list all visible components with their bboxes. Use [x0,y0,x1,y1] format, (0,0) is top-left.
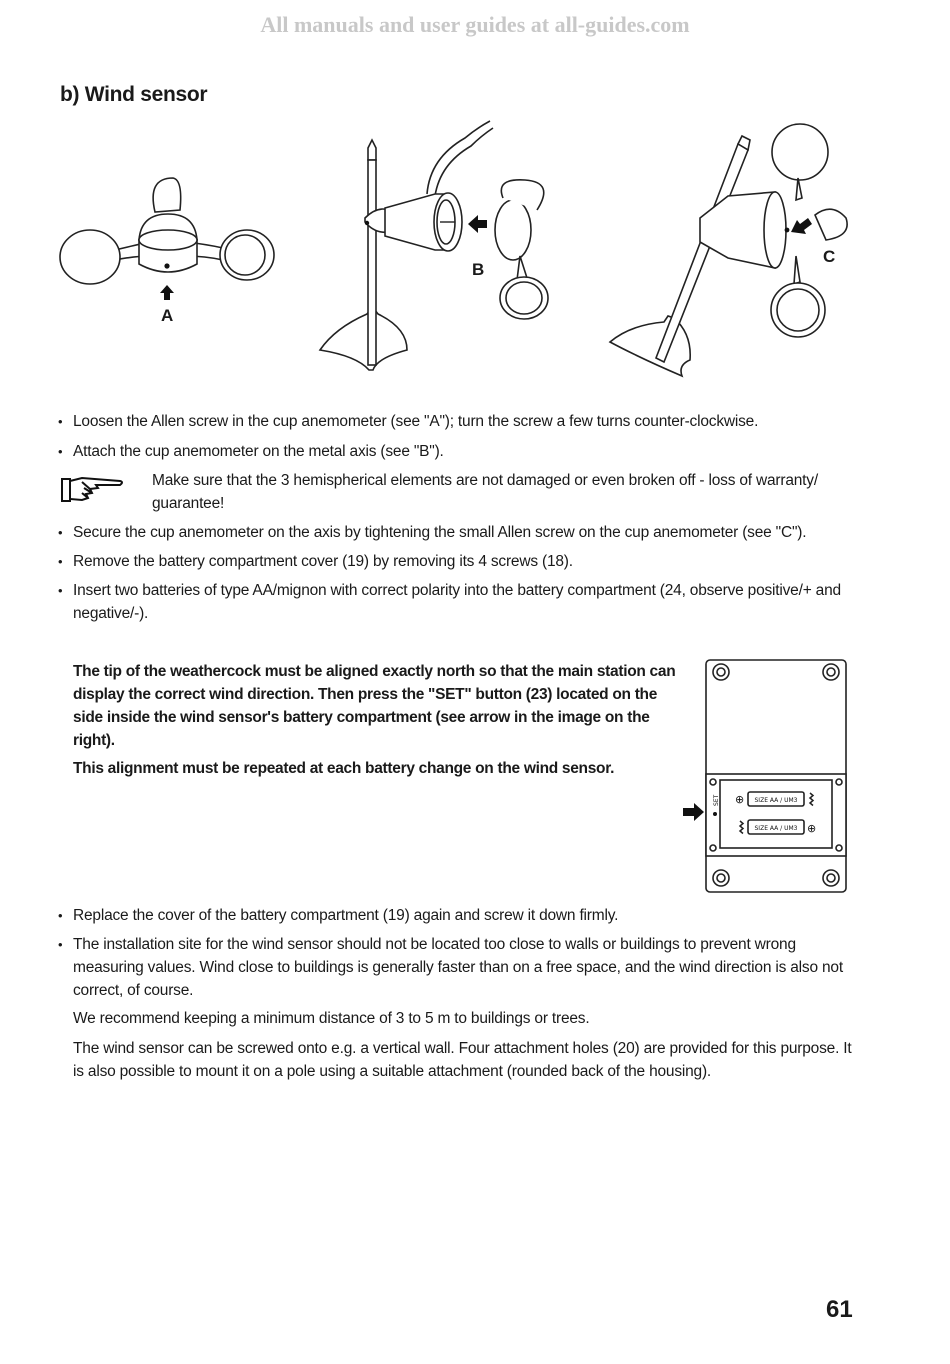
top-cup [153,178,181,212]
front-cup [495,200,531,260]
list-item: • Attach the cup anemometer on the metal axis (see "B"). [58,440,858,463]
list-item: • Loosen the Allen screw in the cup anemometer (see "A"); turn the screw a few turns counter-clockwise. [58,410,858,433]
label-c: C [823,247,836,266]
paragraph: We recommend keeping a minimum distance of 3 to 5 m to buildings or trees. [73,1010,590,1027]
set-arrow-icon [683,803,704,821]
arrow-b-icon [468,215,487,233]
label-a: A [161,306,174,325]
label-b: B [472,260,485,279]
left-cup [60,230,120,284]
section-heading: b) Wind sensor [60,83,208,106]
set-button [713,812,717,816]
battery-1-label: SIZE AA / UM3 [754,797,798,804]
arrow-a-icon [160,285,174,300]
top-cup-c [772,124,828,180]
list-item: • Secure the cup anemometer on the axis by tightening the small Allen screw on the cup anemometer (see "C"). [58,521,858,544]
figure-battery-compartment [678,656,853,896]
weathercock-rod [368,160,376,365]
pointing-hand-icon [60,474,126,506]
alignment-repeat-note: This alignment must be repeated at each battery change on the wind sensor. [73,760,615,777]
alignment-instruction: The tip of the weathercock must be aligned exactly north so that the main station can display the correct wind direction. Then press the "SET" button (23) located on the side inside the wind sensor's battery compartment (see arrow in the image on the right). [73,663,676,749]
page-number: 61 [826,1296,853,1323]
figure-secured-axis [600,120,850,382]
svg-text:⊕: ⊕ [735,793,745,806]
warning-note: Make sure that the 3 hemispherical elements are not damaged or even broken off - loss of warranty/ guarantee! [152,472,818,512]
arrow-c-icon [791,218,812,234]
watermark: All manuals and user guides at all-guides.com [260,12,690,37]
figure-cup-anemometer [55,170,280,330]
set-label: SET [713,794,720,806]
figure-attach-axis [315,118,555,376]
paragraph: The wind sensor can be screwed onto e.g. a vertical wall. Four attachment holes (20) are provided for this purpose. It is also possible to mount it on a pole using a suitable attachment (rounded back of the housing). [73,1040,852,1080]
battery-2-label: SIZE AA / UM3 [754,825,798,832]
list-item: • Remove the battery compartment cover (19) by removing its 4 screws (18). [58,550,858,573]
svg-text:⊕: ⊕ [807,822,817,835]
list-item: • The installation site for the wind sensor should not be located too close to walls or buildings to prevent wrong measuring values. Wind close to buildings is generally faster than on a free space, and the wind direction is also not correct, of course. [58,933,858,1002]
list-item: • Insert two batteries of type AA/mignon with correct polarity into the battery compartment (24, observe positive/+ and negative/-). [58,579,858,625]
list-item: • Replace the cover of the battery compartment (19) again and screw it down firmly. [58,904,858,927]
